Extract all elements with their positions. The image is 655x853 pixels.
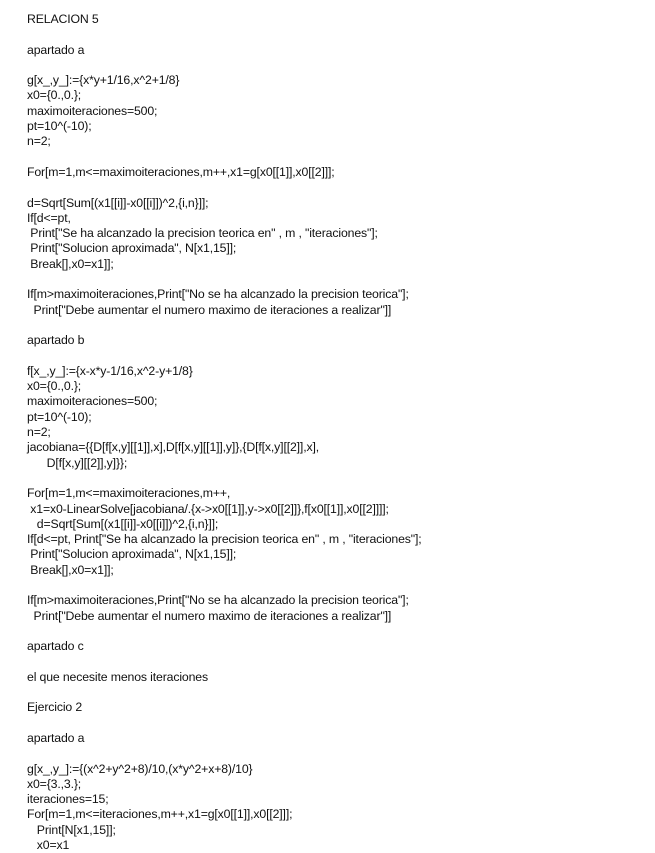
blank-line [27, 318, 642, 333]
blank-line [27, 716, 642, 731]
text-line: For[m=1,m<=maximoiteraciones,m++,x1=g[x0[[1]],x0[[2]]]; [27, 164, 335, 179]
text-line: jacobiana={{D[f[x,y][[1]],x],D[f[x,y][[1]],y]},{D[f[x,y][[2]],x], [27, 440, 319, 455]
text-line: Break[],x0=x1]]; [27, 256, 114, 271]
text-line: Ejercicio 2 [27, 700, 83, 715]
text-line: g[x_,y_]:={x*y+1/16,x^2+1/8} [27, 73, 180, 88]
text-line: x1=x0-LinearSolve[jacobiana/.{x->x0[[1]],y->x0[[2]]},f[x0[[1]],x0[[2]]]]; [27, 501, 389, 516]
text-line: f[x_,y_]:={x-x*y-1/16,x^2-y+1/8} [27, 363, 193, 378]
blank-line [27, 746, 642, 761]
blank-line [27, 471, 642, 486]
blank-line [27, 150, 642, 165]
text-line: apartado c [27, 639, 84, 654]
blank-line [27, 578, 642, 593]
text-line: x0={0.,0.}; [27, 379, 82, 394]
blank-line [27, 180, 642, 195]
text-line: x0={0.,0.}; [27, 88, 82, 103]
blank-line [27, 58, 642, 73]
text-line: iteraciones=15; [27, 792, 109, 807]
text-line: apartado a [27, 730, 85, 745]
blank-line [27, 349, 642, 364]
text-line: apartado a [27, 42, 85, 57]
text-line: pt=10^(-10); [27, 409, 92, 424]
text-line: maximoiteraciones=500; [27, 103, 158, 118]
text-line: If[m>maximoiteraciones,Print["No se ha alcanzado la precision teorica"]; [27, 593, 409, 608]
text-line: n=2; [27, 425, 51, 440]
text-line: x0=x1 [27, 838, 70, 853]
text-line: x0={3.,3.}; [27, 776, 82, 791]
blank-line [27, 624, 642, 639]
text-line: If[d<=pt, Print["Se ha alcanzado la precision teorica en" , m , "iteraciones"]; [27, 532, 422, 547]
text-line: Break[],x0=x1]]; [27, 562, 114, 577]
blank-line [27, 272, 642, 287]
text-line: Print["Debe aumentar el numero maximo de iteraciones a realizar"]] [27, 608, 392, 623]
blank-line [27, 685, 642, 700]
text-line: Print["Se ha alcanzado la precision teorica en" , m , "iteraciones"]; [27, 226, 378, 241]
text-line: n=2; [27, 134, 51, 149]
text-line: apartado b [27, 333, 85, 348]
text-line: d=Sqrt[Sum[(x1[[i]]-x0[[i]])^2,{i,n}]]; [27, 195, 209, 210]
blank-line [27, 654, 642, 669]
text-line: d=Sqrt[Sum[(x1[[i]]-x0[[i]])^2,{i,n}]]; [27, 516, 219, 531]
text-line: Print["Solucion aproximada", N[x1,15]]; [27, 241, 237, 256]
text-line: Print["Solucion aproximada", N[x1,15]]; [27, 547, 237, 562]
blank-line [27, 27, 642, 42]
text-line: If[m>maximoiteraciones,Print["No se ha alcanzado la precision teorica"]; [27, 287, 409, 302]
text-line: D[f[x,y][[2]],y]}}; [27, 455, 128, 470]
text-line: Print[N[x1,15]]; [27, 822, 116, 837]
text-line: g[x_,y_]:={(x^2+y^2+8)/10,(x*y^2+x+8)/10} [27, 761, 253, 776]
text-line: For[m=1,m<=maximoiteraciones,m++, [27, 486, 231, 501]
text-line: If[d<=pt, [27, 210, 71, 225]
text-line: maximoiteraciones=500; [27, 394, 158, 409]
text-line: pt=10^(-10); [27, 119, 92, 134]
text-line: Print["Debe aumentar el numero maximo de iteraciones a realizar"]] [27, 302, 392, 317]
text-line: RELACION 5 [27, 12, 99, 26]
document-body [27, 12, 642, 853]
text-line: For[m=1,m<=iteraciones,m++,x1=g[x0[[1]],x0[[2]]]; [27, 807, 293, 822]
text-line: el que necesite menos iteraciones [27, 669, 208, 684]
